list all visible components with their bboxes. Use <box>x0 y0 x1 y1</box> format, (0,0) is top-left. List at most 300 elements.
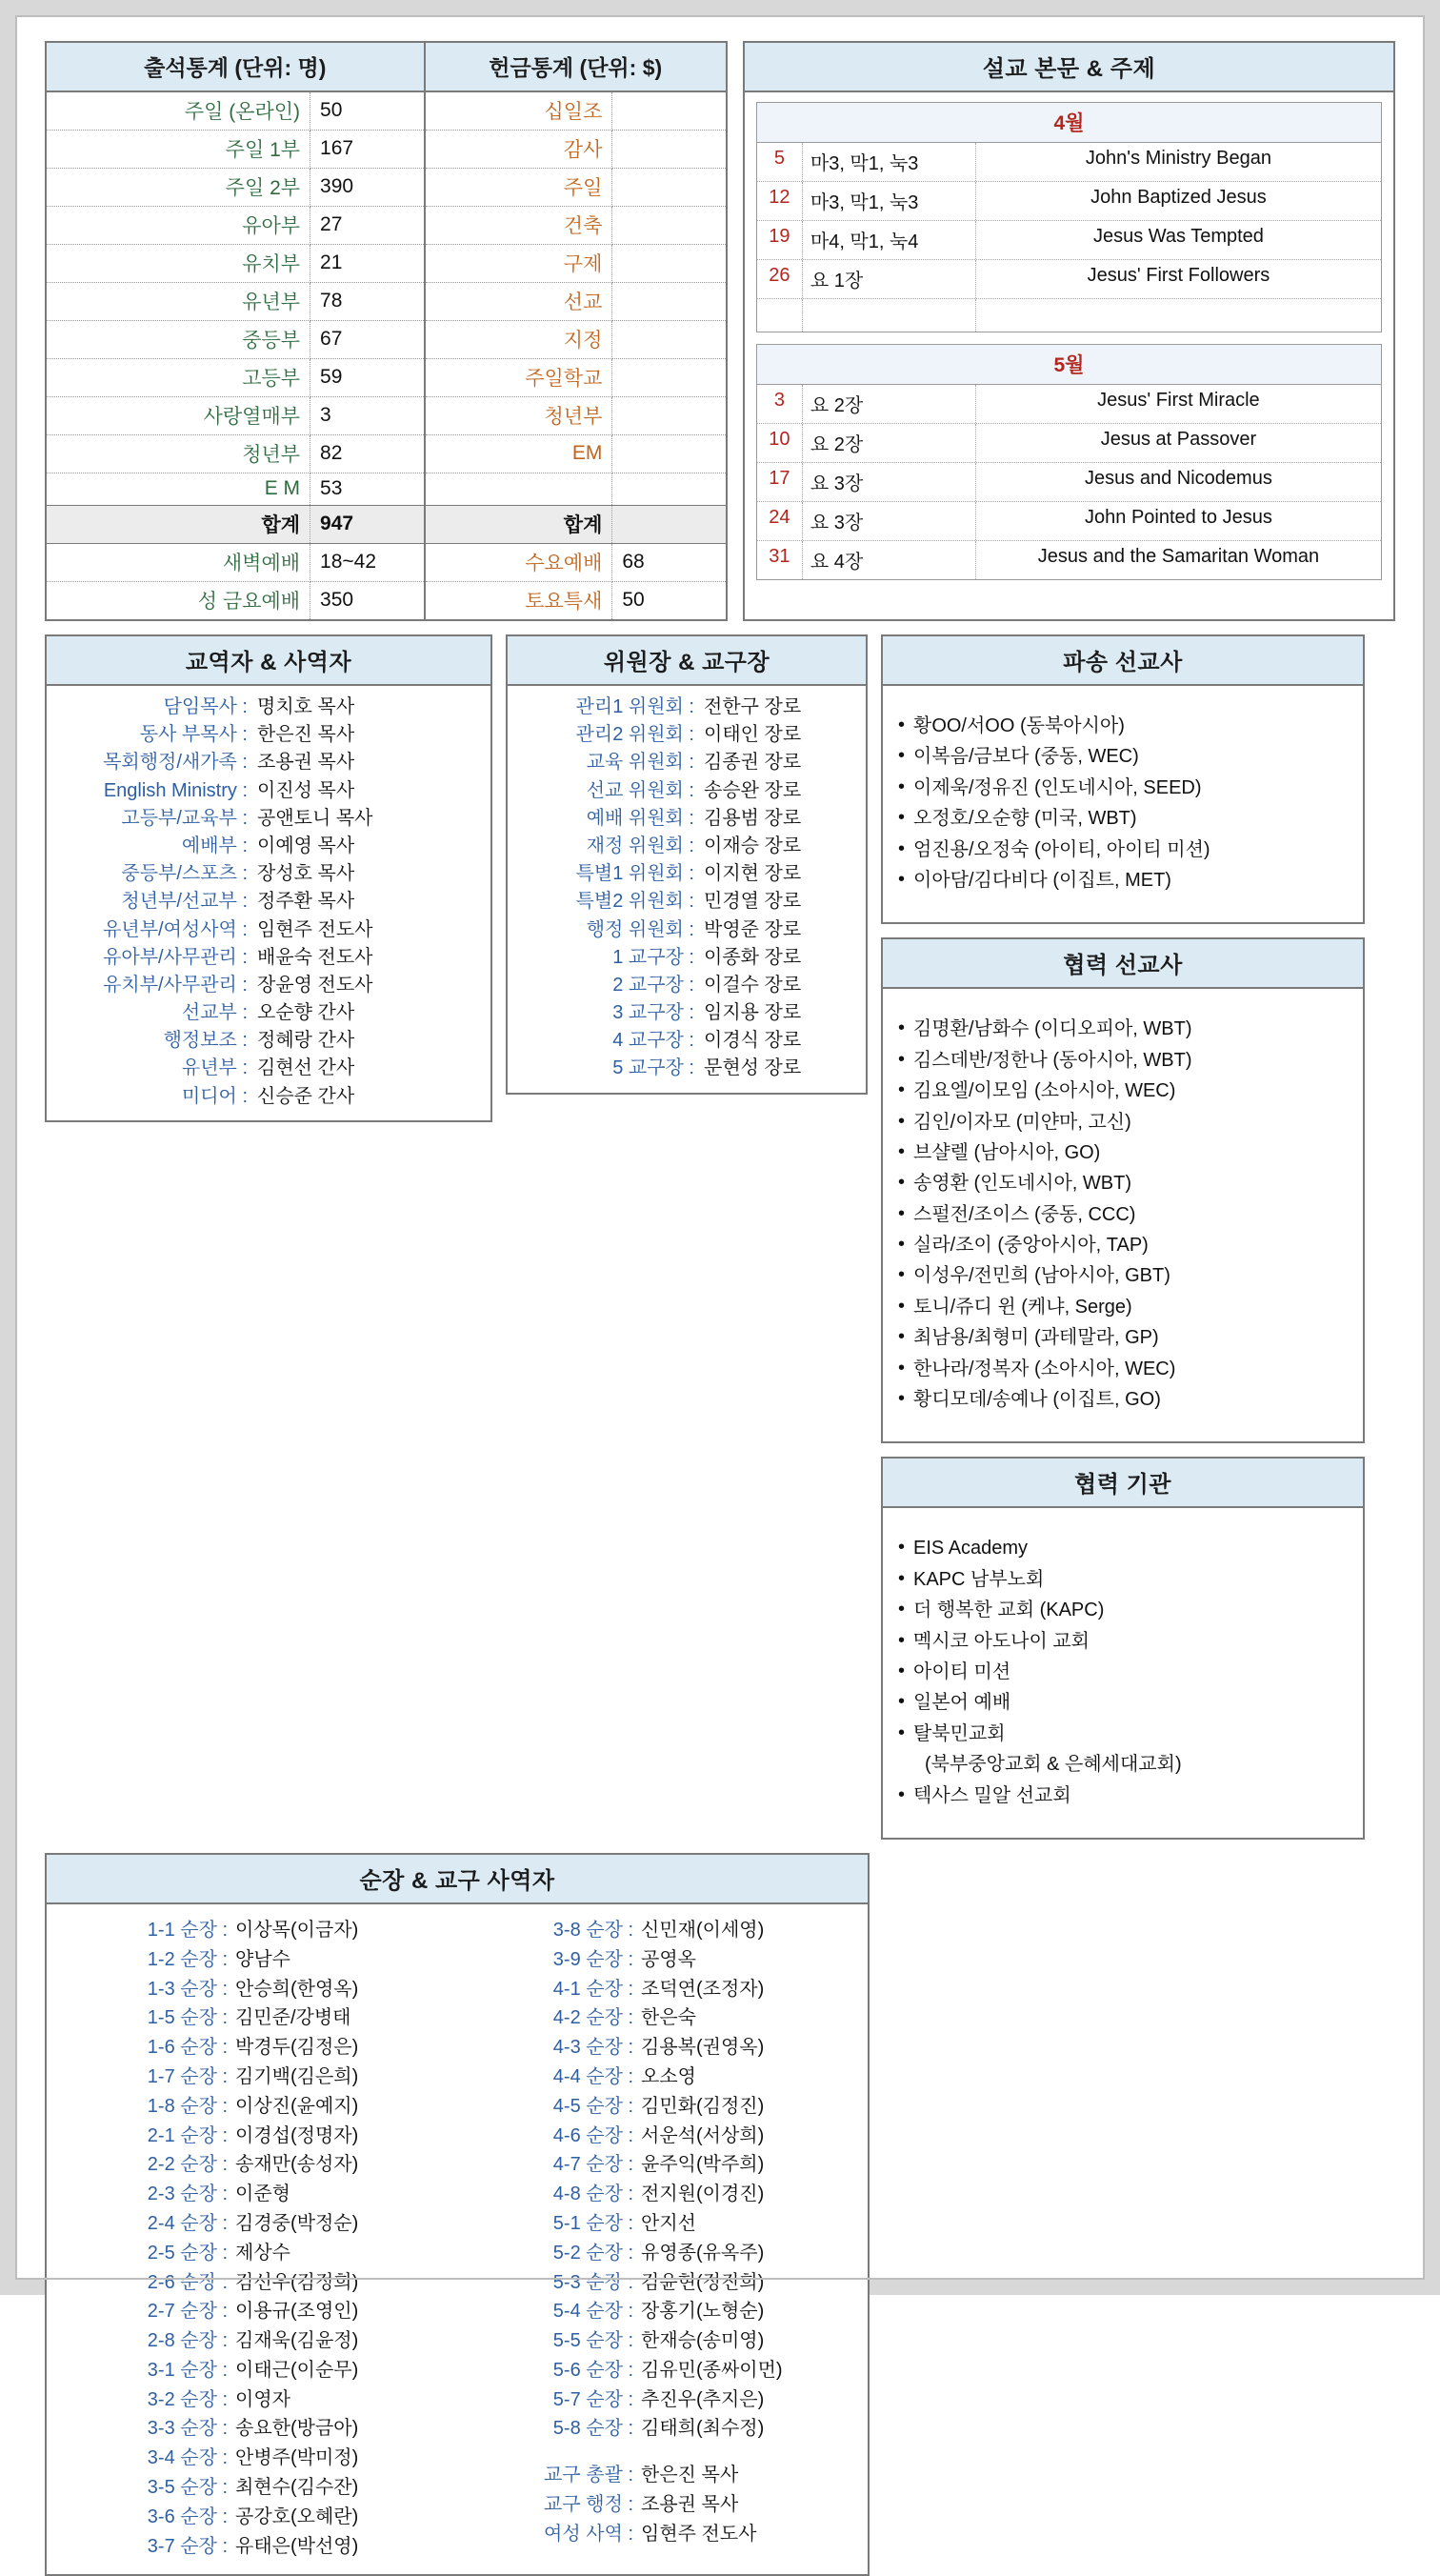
staff-role: 유년부 : <box>181 1057 248 1079</box>
staff-role: 고등부/교육부 : <box>121 807 248 829</box>
list-item: • 스펄전/조이스 (중동, CCC) <box>898 1199 1350 1230</box>
month-label: 5월 <box>757 345 1381 385</box>
soonjang-key: 5-7 순장 : <box>552 2388 633 2410</box>
month-label: 4월 <box>757 103 1381 143</box>
table-row <box>46 321 727 359</box>
list-item <box>517 1055 854 1082</box>
sermon-item-empty <box>757 299 1381 332</box>
attendance-label: 주일 2부 <box>46 169 310 207</box>
list-item <box>56 777 479 805</box>
district-staff-name: 조용권 목사 <box>641 2494 739 2516</box>
soonjang-key: 1-8 순장 : <box>147 2095 228 2117</box>
list-item <box>60 2326 449 2356</box>
attendance-value: 390 <box>310 169 425 207</box>
attendance-value: 167 <box>310 131 425 169</box>
list-item <box>466 2003 854 2033</box>
offering-label: 지정 <box>425 321 612 359</box>
table-row <box>46 91 727 131</box>
staff-name: 정혜랑 간사 <box>257 1030 355 1052</box>
soonjang-name: 공영옥 <box>641 1948 696 1970</box>
chair-role: 예배 위원회 : <box>586 807 694 829</box>
list-item <box>60 2473 449 2503</box>
attendance-title: 출석통계 (단위: 명) <box>46 42 425 91</box>
list-item <box>56 888 479 916</box>
chair-role: 선교 위원회 : <box>586 779 694 801</box>
attendance-label: 유치부 <box>46 245 310 283</box>
soonjang-name: 안승희(한영옥) <box>235 1978 359 2000</box>
district-staff-name: 한은진 목사 <box>641 2465 739 2486</box>
attendance-label: 청년부 <box>46 435 310 473</box>
soonjang-key: 4-5 순장 : <box>552 2095 633 2117</box>
staff-name: 이예영 목사 <box>257 835 355 856</box>
sermon-body <box>745 92 1393 603</box>
sermon-date: 3 <box>757 385 803 423</box>
district-staff-role: 교구 총괄 : <box>544 2465 633 2486</box>
offering-label: 십일조 <box>425 91 612 131</box>
list-item: • 브샬렐 (남아시아, GO) <box>898 1137 1350 1168</box>
list-item <box>466 2122 854 2151</box>
soonjang-key: 4-4 순장 : <box>552 2065 633 2087</box>
partner-orgs-list <box>883 1523 1363 1822</box>
list-item <box>60 2356 449 2385</box>
list-item: • 이성우/전민희 (남아시아, GBT) <box>898 1260 1350 1291</box>
staff-role: 목회행정/새가족 : <box>103 752 248 774</box>
staff-role: 유치부/사무관리 : <box>103 974 248 996</box>
soonjang-name: 이상목(이금자) <box>235 1919 359 1941</box>
list-item <box>60 2385 449 2415</box>
chair-role: 특별1 위원회 : <box>575 863 694 885</box>
soonjang-name: 이영자 <box>235 2388 290 2410</box>
list-item <box>466 2297 854 2326</box>
list-item-sub: (북부중앙교회 & 은혜세대교회) <box>925 1754 1182 1776</box>
district-staff-role: 교구 행정 : <box>544 2494 633 2516</box>
offering-total-value <box>612 506 727 544</box>
soonjang-key: 5-8 순장 : <box>552 2418 633 2440</box>
staff-role: 중등부/스포츠 : <box>121 863 248 885</box>
list-item <box>60 2503 449 2532</box>
list-item <box>517 749 854 776</box>
offering-value <box>612 245 727 283</box>
chair-name: 김종권 장로 <box>704 752 802 774</box>
offering-value <box>612 283 727 321</box>
sermon-panel <box>743 41 1395 621</box>
sermon-reference: 마3, 막1, 눅3 <box>803 143 976 181</box>
soonjang-name: 박경두(김정은) <box>235 2037 359 2059</box>
offering-label: 선교 <box>425 283 612 321</box>
soonjang-name: 오소영 <box>641 2065 696 2087</box>
list-item <box>517 999 854 1027</box>
soonjang-key: 5-3 순장 : <box>552 2271 633 2293</box>
list-item <box>466 2520 854 2549</box>
totals-row <box>46 506 727 544</box>
list-item: • 황OO/서OO (동북아시아) <box>898 711 1350 741</box>
sent-missionaries-title: 파송 선교사 <box>883 636 1363 686</box>
missions-column <box>881 634 1365 1840</box>
table-row <box>46 131 727 169</box>
staff-panel <box>45 634 492 1122</box>
list-item <box>466 2356 854 2385</box>
chair-name: 이재승 장로 <box>704 835 802 856</box>
table-row <box>46 359 727 397</box>
soonjang-key: 1-6 순장 : <box>147 2037 228 2059</box>
middle-row <box>45 634 1395 1840</box>
list-item: • 이아담/김다비다 (이집트, MET) <box>898 865 1350 896</box>
list-item <box>517 860 854 888</box>
table-row <box>46 473 727 506</box>
list-item: • 탈북민교회 <box>898 1719 1350 1749</box>
sermon-month-may <box>756 344 1382 580</box>
staff-role: 미디어 : <box>181 1085 248 1107</box>
sermon-item <box>757 385 1381 424</box>
list-item: • 송영환 (인도네시아, WBT) <box>898 1168 1350 1198</box>
soonjang-name: 이경섭(정명자) <box>235 2124 359 2146</box>
attendance-value: 67 <box>310 321 425 359</box>
district-role: 1 교구장 : <box>612 946 694 968</box>
list-item: • 김요엘/이모임 (소아시아, WEC) <box>898 1076 1350 1106</box>
staff-role: 유아부/사무관리 : <box>103 946 248 968</box>
sermon-subject: John's Ministry Began <box>1085 148 1271 169</box>
sermon-item <box>757 182 1381 221</box>
list-item <box>466 2490 854 2520</box>
soonjang-key: 4-1 순장 : <box>552 1978 633 2000</box>
chairs-panel <box>506 634 868 1095</box>
soonjang-name: 김유민(종싸이먼) <box>641 2359 783 2381</box>
staff-role: 행정보조 : <box>163 1030 248 1052</box>
sermon-subject <box>976 299 1381 332</box>
list-item: • 이제욱/정유진 (인도네시아, SEED) <box>898 773 1350 803</box>
offering-total-label: 합계 <box>425 506 612 544</box>
list-item <box>60 2003 449 2033</box>
staff-name: 장성호 목사 <box>257 863 355 885</box>
staff-name: 조용권 목사 <box>257 752 355 774</box>
sermon-item <box>757 424 1381 463</box>
list-item <box>517 916 854 944</box>
list-item: • 황디모데/송예나 (이집트, GO) <box>898 1384 1350 1415</box>
attendance-value: 21 <box>310 245 425 283</box>
soonjang-title: 순장 & 교구 사역자 <box>47 1855 868 1904</box>
attendance-value: 59 <box>310 359 425 397</box>
sent-missionaries-list <box>883 701 1363 907</box>
attendance-value: 27 <box>310 207 425 245</box>
table-row <box>46 544 727 582</box>
offering-extra-label: 수요예배 <box>425 544 612 582</box>
soonjang-name: 김윤현(정진희) <box>641 2271 765 2293</box>
attendance-value: 53 <box>310 473 425 506</box>
soonjang-name: 한은숙 <box>641 2007 696 2029</box>
staff-name: 이진성 목사 <box>257 779 355 801</box>
soonjang-key: 3-6 순장 : <box>147 2506 228 2527</box>
soonjang-key: 2-1 순장 : <box>147 2124 228 2146</box>
sermon-reference: 요 2장 <box>803 424 976 462</box>
soonjang-name: 양남수 <box>235 1948 290 1970</box>
district-role: 5 교구장 : <box>612 1057 694 1079</box>
offering-label <box>425 473 612 506</box>
list-item <box>466 2063 854 2092</box>
soonjang-key: 5-5 순장 : <box>552 2330 633 2352</box>
chair-role: 관리2 위원회 : <box>575 724 694 746</box>
staff-role: 유년부/여성사역 : <box>103 918 248 940</box>
soonjang-name: 유태은(박선영) <box>235 2535 359 2557</box>
list-item <box>517 972 854 999</box>
list-item: • 멕시코 아도나이 교회 <box>898 1626 1350 1657</box>
list-item <box>56 721 479 749</box>
staff-role: English Ministry : <box>103 779 248 801</box>
soonjang-key: 4-3 순장 : <box>552 2037 633 2059</box>
list-item <box>517 833 854 860</box>
attendance-value: 3 <box>310 397 425 435</box>
soonjang-right-column <box>466 1916 854 2562</box>
district-role: 2 교구장 : <box>612 974 694 996</box>
list-item <box>60 2150 449 2180</box>
list-item <box>60 1975 449 2004</box>
list-item <box>466 2414 854 2444</box>
soonjang-name: 장홍기(노형순) <box>641 2301 765 2323</box>
staff-name: 장윤영 전도사 <box>257 974 373 996</box>
list-item <box>466 2092 854 2122</box>
list-item <box>60 2297 449 2326</box>
offering-extra-value: 68 <box>612 544 727 582</box>
soonjang-name: 김선우(김정희) <box>235 2271 359 2293</box>
soonjang-name: 이태근(이순무) <box>235 2359 359 2381</box>
staff-name: 명치호 목사 <box>257 696 355 717</box>
sermon-subject: Jesus at Passover <box>1100 429 1257 450</box>
soonjang-name: 안지선 <box>641 2212 696 2234</box>
sermon-date: 26 <box>757 260 803 298</box>
staff-role: 선교부 : <box>181 1002 248 1024</box>
sermon-item <box>757 260 1381 299</box>
list-item <box>60 2063 449 2092</box>
attendance-value: 50 <box>310 91 425 131</box>
list-item: • 최남용/최형미 (과테말라, GP) <box>898 1322 1350 1353</box>
soonjang-name: 추진우(추지은) <box>641 2388 765 2410</box>
staff-role: 예배부 : <box>181 835 248 856</box>
list-item <box>56 805 479 833</box>
attendance-label: 주일 1부 <box>46 131 310 169</box>
list-item: • 실라/조이 (중앙아시아, TAP) <box>898 1230 1350 1260</box>
district-name: 이종화 장로 <box>704 946 802 968</box>
list-item: • 오정호/오순향 (미국, WBT) <box>898 803 1350 834</box>
list-item <box>56 1083 479 1111</box>
chair-name: 김용범 장로 <box>704 807 802 829</box>
sermon-subject: Jesus and Nicodemus <box>1085 468 1272 489</box>
list-item: • 김스데반/정한나 (동아시아, WBT) <box>898 1045 1350 1076</box>
list-item <box>466 2180 854 2209</box>
offering-extra-value: 50 <box>612 582 727 621</box>
staff-name: 배윤숙 전도사 <box>257 946 373 968</box>
chair-role: 행정 위원회 : <box>586 918 694 940</box>
attendance-value: 78 <box>310 283 425 321</box>
district-staff-name: 임현주 전도사 <box>641 2523 757 2545</box>
offering-value <box>612 91 727 131</box>
staff-name: 신승준 간사 <box>257 1085 355 1107</box>
bottom-row <box>45 1853 1395 2576</box>
soonjang-name: 유영종(유옥주) <box>641 2242 765 2264</box>
chair-role: 특별2 위원회 : <box>575 891 694 913</box>
soonjang-panel <box>45 1853 870 2576</box>
list-item <box>466 1945 854 1975</box>
district-name: 임지용 장로 <box>704 1002 802 1024</box>
list-item: • 엄진용/오정숙 (아이티, 아이티 미션) <box>898 835 1350 865</box>
sermon-reference: 요 3장 <box>803 502 976 540</box>
offering-label: 주일 <box>425 169 612 207</box>
attendance-label: 사랑열매부 <box>46 397 310 435</box>
soonjang-name: 이용규(조영인) <box>235 2301 359 2323</box>
list-item: • 김명환/남화수 (이디오피아, WBT) <box>898 1014 1350 1044</box>
soonjang-key: 1-3 순장 : <box>147 1978 228 2000</box>
list-item <box>60 2268 449 2298</box>
list-item <box>56 749 479 776</box>
soonjang-name: 김태희(최수정) <box>641 2418 765 2440</box>
list-item <box>60 1945 449 1975</box>
soonjang-name: 김경중(박정순) <box>235 2212 359 2234</box>
table-row <box>46 207 727 245</box>
staff-role: 동사 부목사 : <box>139 724 248 746</box>
staff-name: 한은진 목사 <box>257 724 355 746</box>
sermon-subject: Jesus Was Tempted <box>1092 226 1264 247</box>
statistics-table <box>45 41 728 621</box>
list-item <box>56 833 479 860</box>
soonjang-key: 2-2 순장 : <box>147 2154 228 2176</box>
sermon-date: 17 <box>757 463 803 501</box>
soonjang-key: 3-1 순장 : <box>147 2359 228 2381</box>
soonjang-name: 윤주익(박주희) <box>641 2154 765 2176</box>
partner-missionaries-title: 협력 선교사 <box>883 939 1363 989</box>
soonjang-key: 5-4 순장 : <box>552 2301 633 2323</box>
sermon-date: 31 <box>757 541 803 579</box>
list-item <box>56 944 479 972</box>
attendance-label: 고등부 <box>46 359 310 397</box>
staff-name: 오순향 간사 <box>257 1002 355 1024</box>
district-name: 이걸수 장로 <box>704 974 802 996</box>
soonjang-body <box>47 1904 868 2575</box>
offering-value <box>612 207 727 245</box>
offering-value <box>612 321 727 359</box>
list-item <box>466 2461 854 2490</box>
partner-orgs-panel <box>881 1457 1365 1840</box>
offering-label: EM <box>425 435 612 473</box>
chairs-title: 위원장 & 교구장 <box>508 636 866 686</box>
district-name: 이경식 장로 <box>704 1030 802 1052</box>
sermon-subject: Jesus' First Miracle <box>1097 390 1260 411</box>
list-item <box>466 2326 854 2356</box>
list-item <box>56 860 479 888</box>
soonjang-name: 송요한(방금아) <box>235 2418 359 2440</box>
soonjang-name: 김용복(권영옥) <box>641 2037 765 2059</box>
soonjang-key: 3-3 순장 : <box>147 2418 228 2440</box>
list-item: • 이복음/금보다 (중동, WEC) <box>898 741 1350 772</box>
statistics-header-row <box>46 42 727 91</box>
list-item: • KAPC 남부노회 <box>898 1564 1350 1595</box>
staff-name: 공앤토니 목사 <box>257 807 373 829</box>
staff-list <box>47 686 490 1120</box>
partner-missionaries-panel <box>881 937 1365 1443</box>
soonjang-key: 3-7 순장 : <box>147 2535 228 2557</box>
offering-value <box>612 359 727 397</box>
soonjang-name: 송재만(송성자) <box>235 2154 359 2176</box>
offering-label: 구제 <box>425 245 612 283</box>
district-staff-role: 여성 사역 : <box>544 2523 633 2545</box>
soonjang-name: 제상수 <box>235 2242 290 2264</box>
spacer <box>466 2444 854 2461</box>
soonjang-key: 2-3 순장 : <box>147 2184 228 2205</box>
soonjang-key: 2-5 순장 : <box>147 2242 228 2264</box>
soonjang-left-column <box>60 1916 449 2562</box>
attendance-total-label: 합계 <box>46 506 310 544</box>
list-item <box>60 2122 449 2151</box>
soonjang-key: 2-4 순장 : <box>147 2212 228 2234</box>
soonjang-key: 5-2 순장 : <box>552 2242 633 2264</box>
sermon-subject: Jesus' First Followers <box>1087 265 1270 286</box>
soonjang-key: 1-1 순장 : <box>147 1919 228 1941</box>
list-item <box>60 2033 449 2063</box>
sermon-subject: John Baptized Jesus <box>1090 187 1267 208</box>
soonjang-name: 공강호(오혜란) <box>235 2506 359 2527</box>
attendance-extra-value: 18~42 <box>310 544 425 582</box>
list-item <box>60 2239 449 2268</box>
staff-name: 임현주 전도사 <box>257 918 373 940</box>
chair-name: 전한구 장로 <box>704 696 802 717</box>
soonjang-key: 4-7 순장 : <box>552 2154 633 2176</box>
list-item <box>466 2239 854 2268</box>
district-role: 3 교구장 : <box>612 1002 694 1024</box>
list-item <box>60 2180 449 2209</box>
list-item <box>517 944 854 972</box>
soonjang-key: 1-7 순장 : <box>147 2065 228 2087</box>
staff-role: 청년부/선교부 : <box>121 891 248 913</box>
partner-missionaries-list <box>883 1004 1363 1426</box>
list-item <box>517 694 854 721</box>
soonjang-key: 3-2 순장 : <box>147 2388 228 2410</box>
list-item: • 아이티 미션 <box>898 1657 1350 1687</box>
soonjang-key: 3-5 순장 : <box>147 2477 228 2499</box>
list-item <box>466 2268 854 2298</box>
chair-name: 이태인 장로 <box>704 724 802 746</box>
offering-value <box>612 435 727 473</box>
sermon-month-april <box>756 102 1382 332</box>
sermon-item <box>757 463 1381 502</box>
soonjang-name: 김재욱(김윤정) <box>235 2330 359 2352</box>
list-item <box>60 2444 449 2473</box>
soonjang-name: 김기백(김은희) <box>235 2065 359 2087</box>
chair-name: 송승완 장로 <box>704 779 802 801</box>
sermon-reference <box>803 299 976 332</box>
list-item <box>466 2209 854 2239</box>
list-item <box>60 2092 449 2122</box>
offering-label: 건축 <box>425 207 612 245</box>
attendance-label: E M <box>46 473 310 506</box>
sermon-title: 설교 본문 & 주제 <box>745 43 1393 92</box>
offering-label: 감사 <box>425 131 612 169</box>
sermon-date <box>757 299 803 332</box>
list-item <box>466 2033 854 2063</box>
list-item <box>517 777 854 805</box>
list-item: • 김인/이자모 (미얀마, 고신) <box>898 1107 1350 1137</box>
soonjang-name: 한재승(송미영) <box>641 2330 765 2352</box>
table-row <box>46 435 727 473</box>
bulletin-page <box>17 17 1423 2557</box>
soonjang-name: 조덕연(조정자) <box>641 1978 765 2000</box>
sermon-reference: 요 3장 <box>803 463 976 501</box>
list-item: • 토니/쥬디 윈 (케냐, Serge) <box>898 1292 1350 1322</box>
staff-role: 담임목사 : <box>163 696 248 717</box>
soonjang-name: 이상진(윤예지) <box>235 2095 359 2117</box>
sermon-item <box>757 502 1381 541</box>
offering-value <box>612 473 727 506</box>
soonjang-key: 3-9 순장 : <box>552 1948 633 1970</box>
sermon-item <box>757 143 1381 182</box>
sermon-subject: Jesus and the Samaritan Woman <box>1037 546 1320 567</box>
chair-name: 박영준 장로 <box>704 918 802 940</box>
